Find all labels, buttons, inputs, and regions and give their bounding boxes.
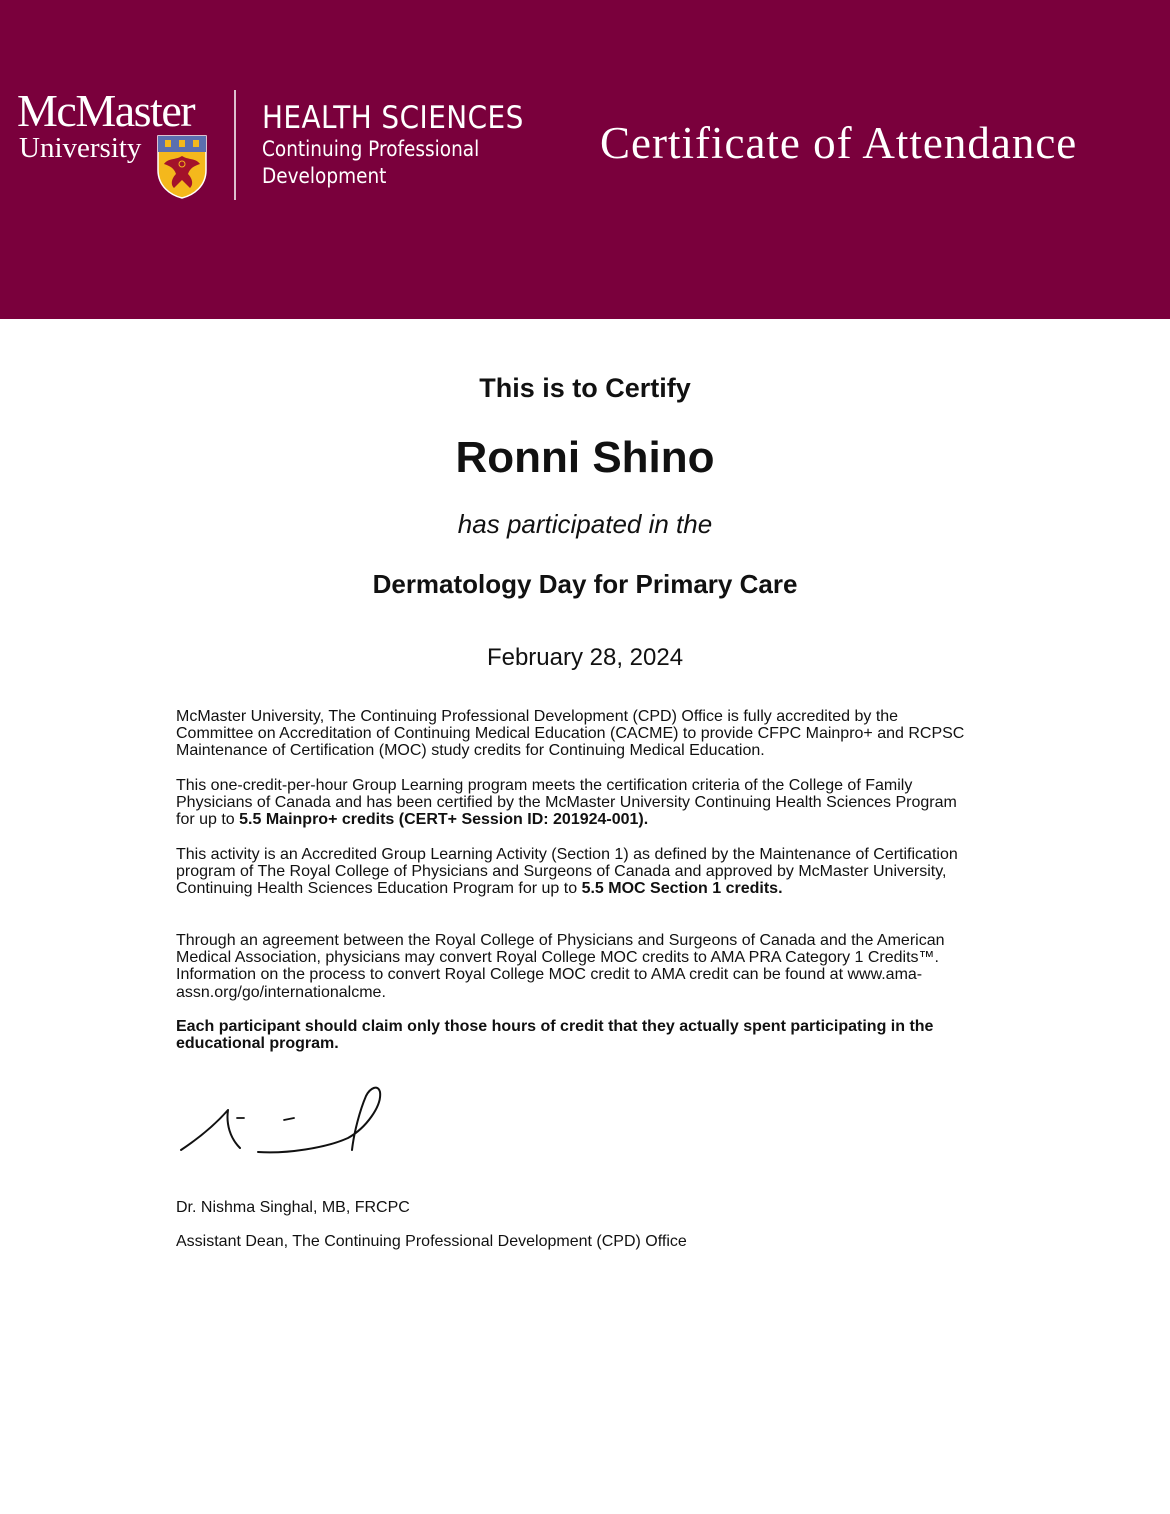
- moc-credits: 5.5 MOC Section 1 credits.: [581, 880, 783, 898]
- participated-line: has participated in the: [457, 509, 713, 539]
- claim-notice: Each participant should claim only those hours of credit that they actually spent participating in the educational program.: [176, 1018, 934, 1053]
- unit-subtitle-line1: Continuing Professional: [262, 137, 480, 161]
- mainpro-paragraph: [176, 777, 976, 829]
- mainpro-text: This one-credit-per-hour Group Learning program meets the certification criteria of the College of Family Physicians of Canada and has been certified by the McMaster University Continuing Health Sciences Program for up to: [176, 777, 957, 829]
- recipient-name: Ronni Shino: [455, 433, 715, 482]
- program-title: Dermatology Day for Primary Care: [372, 569, 798, 599]
- signatory-title: Assistant Dean, The Continuing Professional Development (CPD) Office: [176, 1233, 687, 1250]
- mcmaster-crest-icon: [156, 134, 208, 200]
- mainpro-credits: 5.5 Mainpro+ credits (CERT+ Session ID: 201924-001).: [239, 811, 649, 829]
- logo-divider: [234, 90, 236, 200]
- event-date: February 28, 2024: [486, 644, 684, 671]
- header-banner: [0, 0, 1170, 319]
- unit-subtitle-line2: Development: [262, 164, 387, 188]
- accreditation-paragraph: McMaster University, The Continuing Professional Development (CPD) Office is fully accredited by the Committee on Accreditation of Continuing Medical Education (CACME) to provide CFPC Mainpro+ and RCPSC Maintenance of Certification (MOC) study credits for Continuing Medical Education.: [176, 708, 965, 760]
- moc-text: This activity is an Accredited Group Learning Activity (Section 1) as defined by the Maintenance of Certification program of The Royal College of Physicians and Surgeons of Canada and approved by McMaster University, Continuing Health Sciences Education Program for up to: [176, 846, 958, 898]
- document-title: Certificate of Attendance: [600, 118, 1078, 168]
- moc-paragraph: [176, 846, 976, 898]
- logo-wordmark-mcmaster: McMaster: [17, 85, 195, 136]
- unit-title: HEALTH SCIENCES: [262, 100, 524, 136]
- signatory-name: Dr. Nishma Singhal, MB, FRCPC: [176, 1199, 410, 1216]
- handwritten-signature-icon: [176, 1080, 391, 1160]
- logo-wordmark-university: University: [19, 132, 142, 164]
- ama-paragraph: Through an agreement between the Royal College of Physicians and Surgeons of Canada and the American Medical Association, physicians may convert Royal College MOC credits to AMA PRA Category 1 Credits™. Information on the process to convert Royal College MOC credit to AMA credit can be found at www.ama-assn.org/go/internationalcme.: [176, 932, 945, 1001]
- certify-line: This is to Certify: [479, 373, 691, 403]
